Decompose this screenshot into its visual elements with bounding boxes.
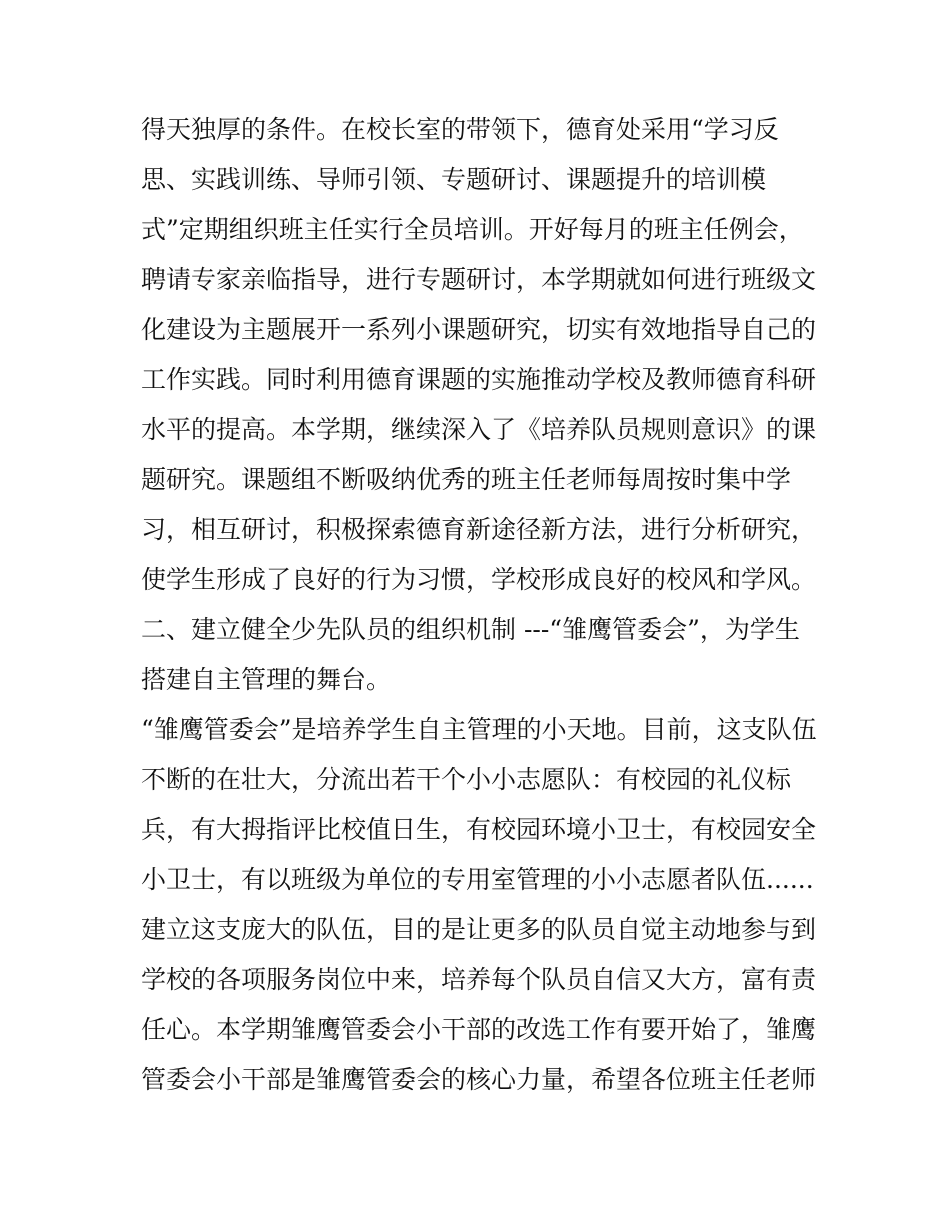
text-line: 工作实践。同时利用德育课题的实施推动学校及教师德育科研	[141, 365, 817, 394]
text-line: 题研究。课题组不断吸纳优秀的班主任老师每周按时集中学	[141, 465, 792, 494]
section-heading-line: 二、建立健全少先队员的组织机制 ---“雏鹰管委会”，为学生	[141, 615, 800, 644]
text-line: 学校的各项服务岗位中来，培养每个队员自信又大方，富有责	[141, 965, 817, 994]
text-line: 建立这支庞大的队伍，目的是让更多的队员自觉主动地参与到	[141, 915, 817, 944]
section-heading-line: 搭建自主管理的舞台。	[141, 665, 392, 694]
text-line: 习，相互研讨，积极探索德育新途径新方法，进行分析研究，	[141, 515, 817, 544]
text-line: 得天独厚的条件。在校长室的带领下，德育处采用“学习反	[141, 115, 779, 144]
text-line: 水平的提高。本学期，继续深入了《培养队员规则意识》的课	[141, 415, 817, 444]
text-line: 使学生形成了良好的行为习惯，学校形成良好的校风和学风。	[141, 565, 817, 594]
text-line: 管委会小干部是雏鹰管委会的核心力量，希望各位班主任老师	[141, 1065, 817, 1094]
text-line: 任心。本学期雏鹰管委会小干部的改选工作有要开始了，雏鹰	[141, 1015, 817, 1044]
text-line: 化建设为主题展开一系列小课题研究，切实有效地指导自己的	[141, 315, 817, 344]
text-line: 小卫士，有以班级为单位的专用室管理的小小志愿者队伍......	[141, 865, 814, 894]
text-line: 不断的在壮大，分流出若干个小小志愿队：有校园的礼仪标	[141, 765, 792, 794]
text-line: 式”定期组织班主任实行全员培训。开好每月的班主任例会，	[141, 215, 804, 244]
text-line: 聘请专家亲临指导，进行专题研讨，本学期就如何进行班级文	[141, 265, 817, 294]
text-line: 兵，有大拇指评比校值日生，有校园环境小卫士，有校园安全	[141, 815, 817, 844]
text-line: 思、实践训练、导师引领、专题研讨、课题提升的培训模	[141, 165, 767, 194]
text-line: “雏鹰管委会”是培养学生自主管理的小天地。目前，这支队伍	[141, 715, 817, 744]
